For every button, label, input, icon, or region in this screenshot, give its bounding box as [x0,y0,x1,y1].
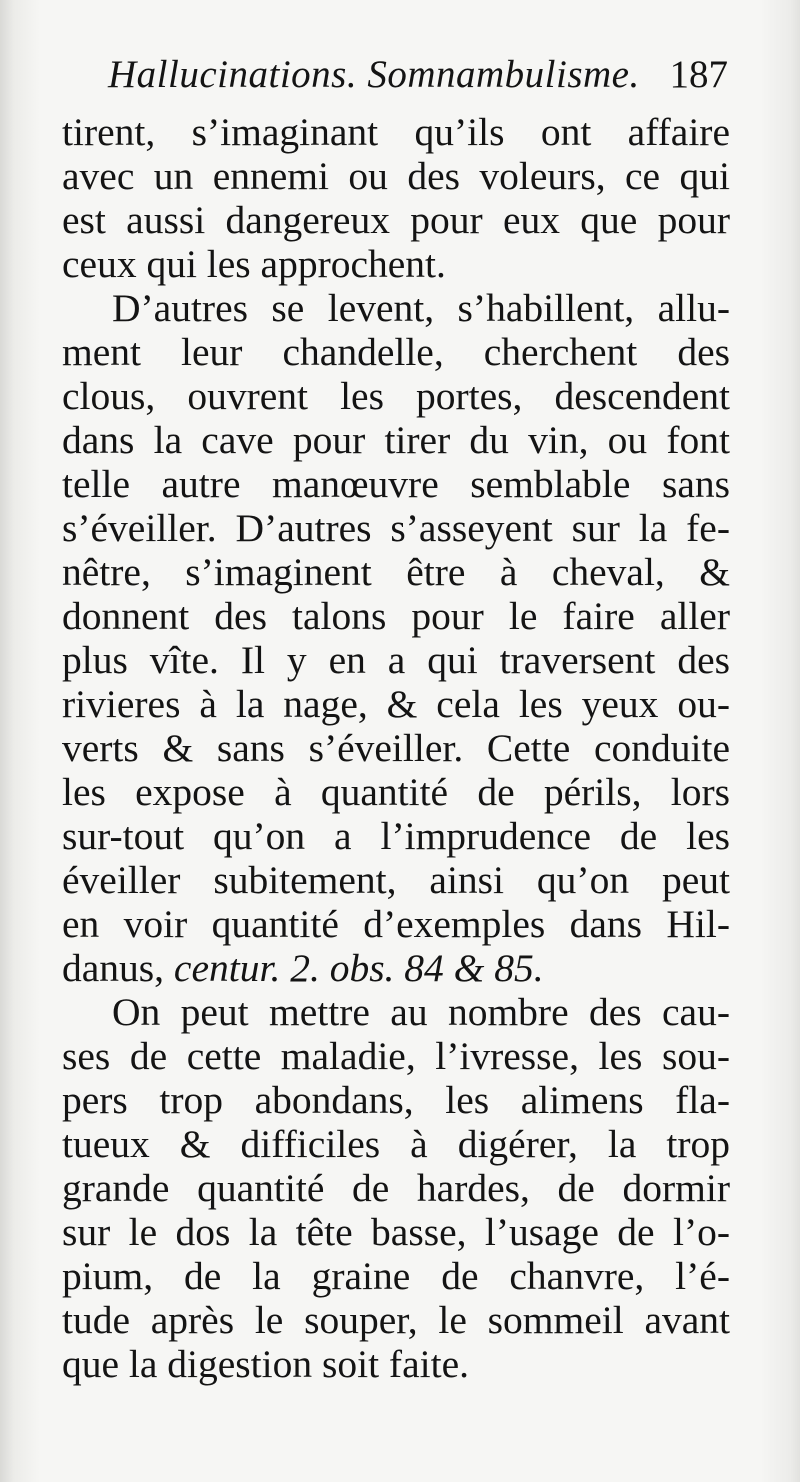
running-title: Hallucinations. Somnambulisme. [108,53,640,96]
text-line: On peut mettre au nombre des cau- [112,990,730,1034]
text-line: D’autres se levent, s’habillent, allu- [112,286,730,330]
text-line: avec un ennemi ou des voleurs, ce qui [62,154,730,198]
text-line: éveiller subitement, ainsi qu’on peut [62,858,730,902]
text-line: les expose à quantité de périls, lors [62,770,730,814]
text-line: est aussi dangereux pour eux que pour [62,198,730,242]
text-line: ment leur chandelle, cherchent des [62,330,730,374]
text-line: ses de cette maladie, l’ivresse, les sou- [62,1034,730,1078]
text-line: verts & sans s’éveiller. Cette conduite [62,726,730,770]
page-number: 187 [669,53,728,96]
text-line: nêtre, s’imaginent être à cheval, & [62,550,730,594]
text-line: clous, ouvrent les portes, descendent [62,374,730,418]
text-line: pers trop abondans, les alimens fla- [62,1078,730,1122]
paragraph-continuation [62,110,730,286]
text-line [62,946,730,990]
paragraph-somnambulist-actions [62,286,730,990]
text-line: dans la cave pour tirer du vin, ou font [62,418,730,462]
text-line: que la digestion soit faite. [62,1342,469,1386]
text-line: s’éveiller. D’autres s’asseyent sur la fe- [62,506,730,550]
text-line: tueux & difficiles à digérer, la trop [62,1122,730,1166]
text-line: rivieres à la nage, & cela les yeux ou- [62,682,730,726]
text-line: en voir quantité d’exemples dans Hil- [62,902,730,946]
text-line: pium, de la graine de chanvre, l’é- [62,1254,730,1298]
text-line: sur le dos la tête basse, l’usage de l’o- [62,1210,730,1254]
page-header [108,52,728,102]
citation: centur. 2. obs. 84 & 85. [173,946,544,990]
text-fragment: danus, [62,946,165,990]
body-text [62,110,730,1386]
text-line: telle autre manœuvre semblable sans [62,462,730,506]
text-line: tirent, s’imaginant qu’ils ont affaire [62,110,730,154]
text-line: grande quantité de hardes, de dormir [62,1166,730,1210]
text-line: sur-tout qu’on a l’imprudence de les [62,814,730,858]
text-line: plus vîte. Il y en a qui traversent des [62,638,730,682]
paragraph-causes [62,990,730,1386]
text-line: donnent des talons pour le faire aller [62,594,730,638]
text-line: ceux qui les approchent. [62,242,446,286]
text-line: tude après le souper, le sommeil avant [62,1298,730,1342]
